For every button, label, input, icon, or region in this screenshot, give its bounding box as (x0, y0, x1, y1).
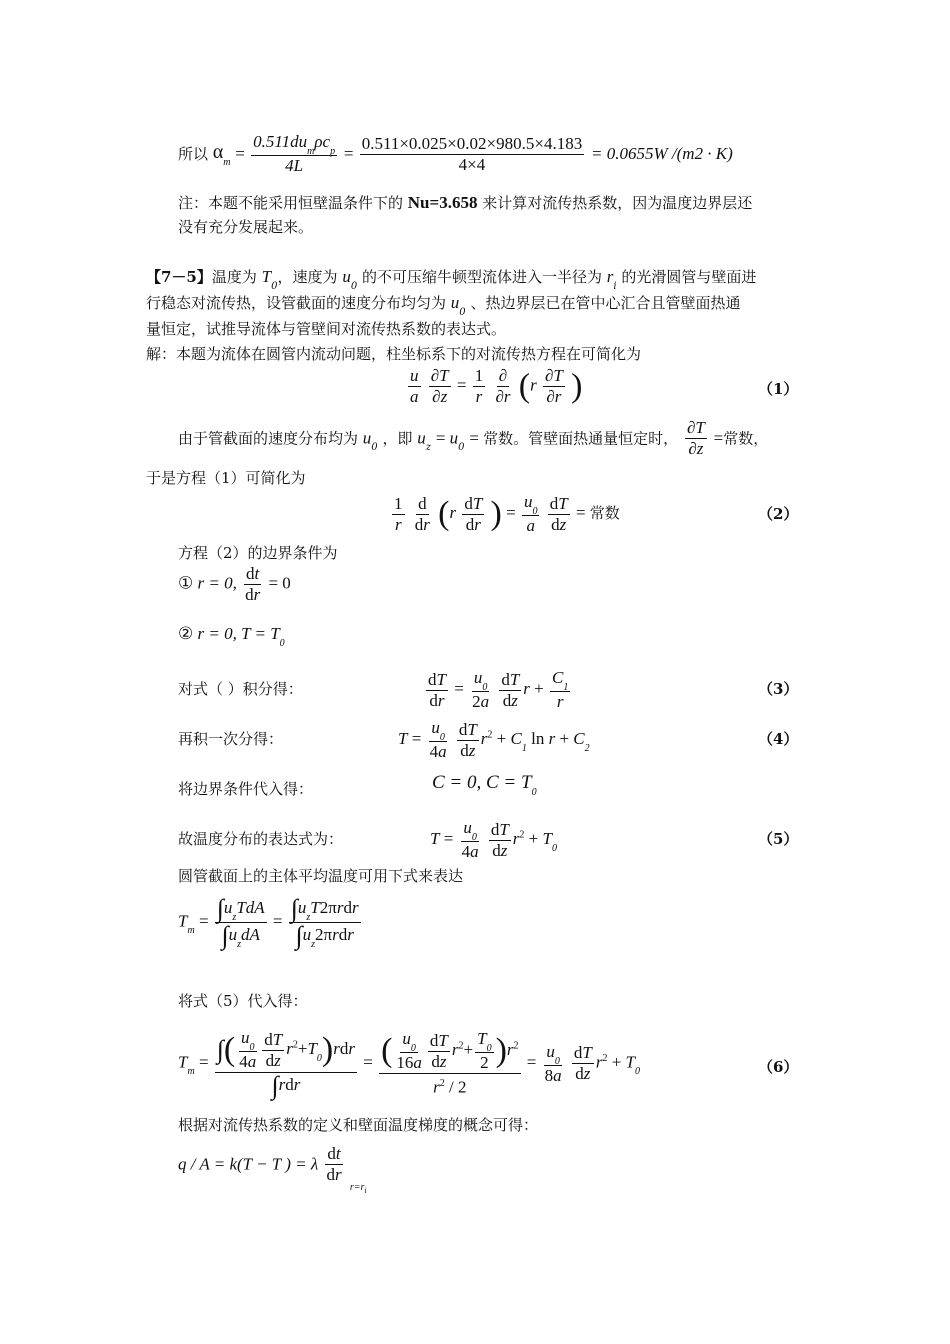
final-equation: q / A = k(T − T ) = λ $\frac{dt}{dr}$ $_{r=r_i}$ (178, 1144, 367, 1196)
equation-5: T = $\frac{u_0}{4a}$ $\frac{dT}{dz}$ $r^2 + T_0$ (430, 818, 557, 861)
equation-6-number: （6） (758, 1058, 799, 1076)
problem-line-3: 量恒定，试推导流体与管壁间对流传热系数的表达式。 (146, 320, 507, 338)
equation-2-number: （2） (758, 505, 799, 523)
equation-5-number: （5） (758, 830, 799, 848)
alpha-fraction-1: $\frac{0.511du_m\rho c_p}{4L}$ (253, 132, 336, 175)
alpha-symbol: $\alpha_m$ (212, 141, 231, 168)
formula-prefix: 所以 (178, 145, 209, 163)
note-line-1: 注：本题不能采用恒壁温条件下的 Nu=3.658 来计算对流传热系数，因为温度边界层还 (178, 193, 753, 212)
simplify-line: 于是方程（1）可简化为 (146, 469, 306, 487)
velocity-paragraph: 由于管截面的速度分布均为 $u_0$ ，即 $u_z = u_0$ = 常数。管壁面热通量恒定时， $\frac{\partial T}{\partial z}$ =常数， (178, 418, 769, 458)
equation-2: $\frac{1}{r}$ $\frac{d}{dr}$ (r $\frac{dT}{dr}$ ) = $\frac{u_0}{a}$ $\frac{dT}{dz}$ = 常数 (394, 492, 620, 535)
equation-4-number: （4） (758, 730, 799, 748)
definition-label: 根据对流传热系数的定义和壁面温度梯度的概念可得： (178, 1116, 539, 1134)
equation-6: $T_m$ = ∫( $\frac{u_0}{4a}$ $\frac{dT}{dz}$ $r^2+T_0)rdr$ ∫rdr = ( $\frac{u_0}{16a}$ $\frac{dT}{dz}$ $r^2+$ $\frac{T_0}{2}$ )$r^2$ $r^2 / 2$ = $\frac{u_0}{8a}$ $\frac{dT}{dz}$ $r^2 + T_0$ (178, 1028, 641, 1100)
boundary-condition-2: ② r = 0, $T = T_0$ (178, 624, 285, 649)
alpha-result: = 0.0655W /(m2 · K) (590, 144, 733, 163)
bc-intro: 方程（2）的边界条件为 (178, 544, 338, 562)
mean-temp-label: 圆管截面上的主体平均温度可用下式来表达 (178, 867, 464, 885)
integrate-once-label: 对式（ ）积分得： (178, 680, 303, 698)
integrate-twice-label: 再积一次分得： (178, 730, 284, 748)
alpha-fraction-2: $\frac{0.511\times 0.025\times 0.02\times 980.5\times 4.183}{4\times 4}$ (361, 133, 583, 174)
equation-1-number: （1） (758, 380, 799, 398)
equation-1: $\frac{u}{a}$ $\frac{\partial T}{\partial z}$ = $\frac{1}{r}$ $\frac{\partial}{\partial r}$ (r $\frac{\partial T}{\partial r}$ ) (410, 366, 583, 406)
boundary-condition-1: ① r = 0, $\frac{dt}{dr}$ = 0 (178, 564, 291, 604)
solution-intro: 解：本题为流体在圆管内流动问题，柱坐标系下的对流传热方程在可简化为 (146, 345, 642, 363)
problem-line-1: 【7－5】温度为 $T_0$，速度为 $u_0$ 的不可压缩牛顿型流体进入一半径为 $r_i$ 的光滑圆管与壁面进 (146, 267, 757, 292)
problem-line-2: 行稳态对流传热，设管截面的速度分布均匀为 $u_0$ 、热边界层已在管中心汇合且管壁面热通 (146, 293, 741, 318)
temp-distribution-label: 故温度分布的表达式为： (178, 830, 344, 848)
apply-bc-label: 将边界条件代入得： (178, 780, 314, 798)
note-line-2: 没有充分发展起来。 (178, 218, 314, 236)
substitute-label: 将式（5）代入得： (178, 992, 308, 1010)
bc-result: C = 0, $C = T_0$ (432, 772, 537, 798)
mean-temp-equation: $T_m$ = $\frac{\int u_zTdA}{\int u_zdA}$ = $\frac{\int u_zT2\pi rdr}{\int u_z2\pi rdr}$ (178, 894, 359, 950)
equation-3: $\frac{dT}{dr}$ = $\frac{u_0}{2a}$ $\frac{dT}{dz}$ r + $\frac{C_1}{r}$ (428, 668, 569, 711)
equation-4: T = $\frac{u_0}{4a}$ $\frac{dT}{dz}$ $r^2 + C_1$ $\ln r + C_2$ (398, 718, 590, 761)
alpha-formula: 所以 $\alpha_m$ = $\frac{0.511du_m\rho c_p}{4L}$ = $\frac{0.511\times 0.025\times 0.02\times 980.5\times 4.183}{4\times 4}$ = 0.0655W /(m2 · K) (178, 132, 733, 175)
equation-3-number: （3） (758, 680, 799, 698)
